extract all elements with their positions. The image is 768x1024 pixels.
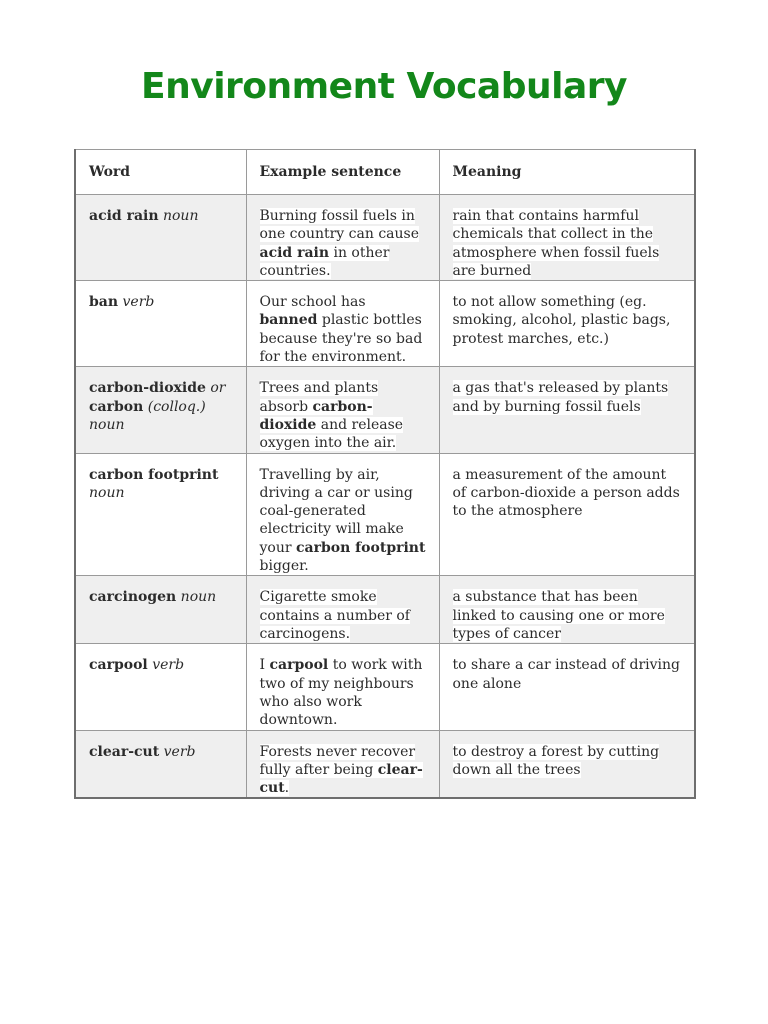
example-cell xyxy=(246,281,439,367)
word-alt: carbon xyxy=(89,398,144,415)
example-cell xyxy=(246,453,439,576)
table-row xyxy=(75,281,695,367)
meaning-cell xyxy=(439,644,695,730)
word-cell xyxy=(75,644,246,730)
word-cell xyxy=(75,367,246,453)
meaning-text: a substance that has been linked to causing one or more types of cancer xyxy=(452,589,665,642)
example-cell xyxy=(246,730,439,798)
example-text: in other countries. xyxy=(259,244,390,279)
table-row xyxy=(75,195,695,281)
part-of-speech: verb xyxy=(152,657,185,674)
example-highlight: carbon-dioxide xyxy=(259,398,373,433)
column-header-meaning: Meaning xyxy=(439,150,695,195)
example-highlight: carpool xyxy=(269,657,329,674)
conjunction: or xyxy=(210,380,226,397)
word: carpool xyxy=(89,657,148,674)
example-cell xyxy=(246,367,439,453)
example-text: to work with two of my neighbours who also work downtown. xyxy=(259,657,423,729)
meaning-cell xyxy=(439,281,695,367)
word-cell xyxy=(75,281,246,367)
example-highlight: clear-cut xyxy=(259,761,423,797)
meaning-cell xyxy=(439,453,695,576)
example-highlight: acid rain xyxy=(259,244,330,261)
word: carcinogen xyxy=(89,589,177,606)
table-row xyxy=(75,453,695,576)
column-header-word: Word xyxy=(75,150,246,195)
example-text: and release oxygen into the air. xyxy=(259,416,404,452)
example-cell xyxy=(246,644,439,730)
meaning-cell xyxy=(439,195,695,281)
example-cell xyxy=(246,576,439,644)
example-highlight: banned xyxy=(259,312,318,329)
example-text: plastic bottles because they're so bad for the environment. xyxy=(259,312,423,366)
part-of-speech: noun xyxy=(180,589,217,606)
example-text: Forests never recover fully after being xyxy=(259,743,416,778)
table-row xyxy=(75,367,695,453)
meaning-cell xyxy=(439,730,695,798)
meaning-text: to not allow something (eg. smoking, alcohol, plastic bags, protest marches, etc.) xyxy=(452,294,671,347)
word-cell xyxy=(75,576,246,644)
word: carbon-dioxide xyxy=(89,380,206,397)
example-cell xyxy=(246,195,439,281)
part-of-speech: verb xyxy=(163,743,196,760)
column-header-example: Example sentence xyxy=(246,150,439,195)
part-of-speech: noun xyxy=(89,416,125,433)
meaning-text: a gas that's released by plants and by burning fossil fuels xyxy=(452,380,669,415)
meaning-text: to destroy a forest by cutting down all the trees xyxy=(452,743,660,778)
part-of-speech: noun xyxy=(162,208,199,224)
example-text: Trees and plants absorb xyxy=(259,380,379,415)
example-highlight: carbon footprint xyxy=(296,539,426,556)
usage-note: (colloq.) xyxy=(147,398,206,415)
table-row xyxy=(75,576,695,644)
part-of-speech: verb xyxy=(122,294,155,311)
word: clear-cut xyxy=(89,743,160,760)
table-row xyxy=(75,730,695,798)
example-text: Travelling by air, driving a car or using coal-generated electricity will make your xyxy=(259,466,413,556)
example-text: Burning fossil fuels in one country can cause xyxy=(259,208,419,243)
word: ban xyxy=(89,294,119,311)
meaning-cell xyxy=(439,367,695,453)
word-cell xyxy=(75,195,246,281)
vocabulary-table xyxy=(74,149,696,799)
example-text: Our school has xyxy=(259,294,366,311)
word: carbon footprint xyxy=(89,466,219,483)
meaning-cell xyxy=(439,576,695,644)
example-text: I xyxy=(259,657,270,674)
meaning-text: a measurement of the amount of carbon-dioxide a person adds to the atmosphere xyxy=(452,466,680,520)
table-header-row xyxy=(75,150,695,195)
word-cell xyxy=(75,453,246,576)
meaning-text: to share a car instead of driving one alone xyxy=(452,657,681,692)
part-of-speech: noun xyxy=(89,484,125,501)
table-row xyxy=(75,644,695,730)
example-text: Cigarette smoke contains a number of carcinogens. xyxy=(259,589,410,642)
word-cell xyxy=(75,730,246,798)
meaning-text: rain that contains harmful chemicals that collect in the atmosphere when fossil fuels are burned xyxy=(452,208,660,279)
page-title: Environment Vocabulary xyxy=(141,66,627,107)
example-text: bigger. xyxy=(259,558,309,575)
word: acid rain xyxy=(89,208,159,224)
example-text: . xyxy=(284,780,290,797)
